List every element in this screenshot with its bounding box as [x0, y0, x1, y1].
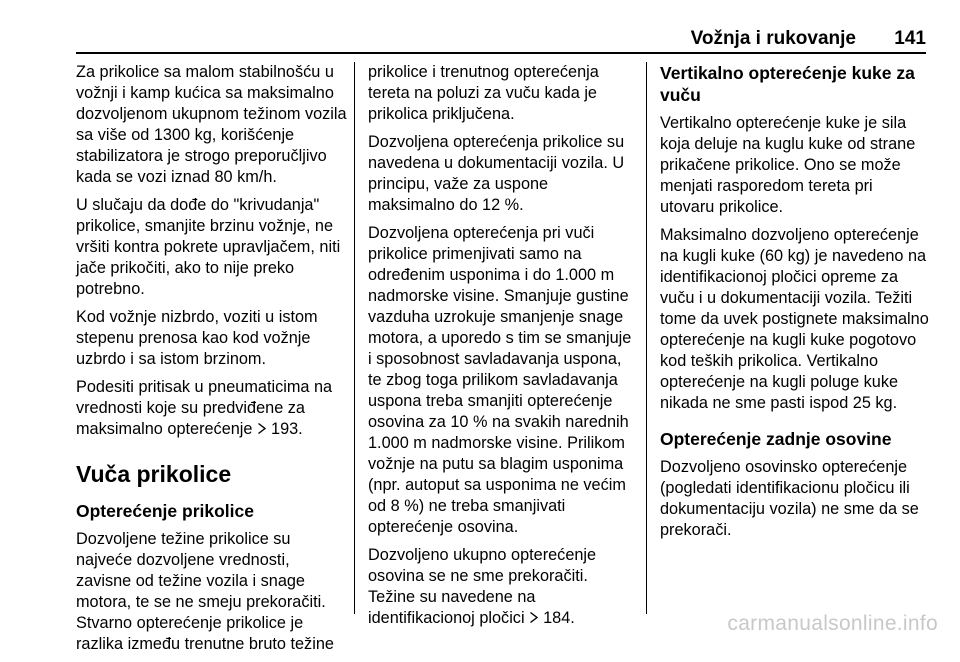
paragraph: prikolice i trenutnog opterećenja tereta na poluzi za vuču kada je prikolica priključena.: [368, 63, 599, 123]
page-reference-arrow-icon: [257, 419, 267, 440]
page-reference-link[interactable]: 193.: [271, 420, 303, 438]
paragraph: Vertikalno opterećenje kuke je sila koja deluje na kuglu kuke od strane prikačene prikolice. Ono se može menjati rasporedom tereta pri utovaru prikolice.: [660, 114, 916, 216]
column-right: [660, 62, 930, 548]
header-rule: [76, 52, 926, 54]
paragraph: U slučaju da dođe do "krivudanja" prikolice, smanjite brzinu vožnje, ne vršiti kontra pokrete upravljačem, niti jače prikočiti, ako to nije preko potrebno.: [76, 196, 341, 298]
subsection-title: Opterećenje zadnje osovine: [660, 429, 892, 449]
paragraph: Dozvoljena opterećenja pri vuči prikolice primenjivati samo na određenim usponima i do 1.000 m nadmorske visine. Smanjuje gustine vazduha uzrokuje smanjenje snage motora, a uporedo s tim se smanjuje i sposobnost savladavanja uspona, te zbog toga prilikom savladavanja uspona treba smanjiti opterećenje osovina za 10 % na svakih narednih 1.000 m nadmorske visine. Prilikom vožnje na putu sa blagim usponima (npr. autoput sa usponima ne većim od 8 %) ne treba smanjivati opterećenje osovina.: [368, 224, 632, 536]
paragraph: Dozvoljeno osovinsko opterećenje (pogledati identifikacionu pločicu ili dokumentaciju vozila) ne sme da se prekorači.: [660, 458, 919, 539]
paragraph-text: Podesiti pritisak u pneumaticima na vrednosti koje su predviđene za maksimalno opterećenje: [76, 378, 333, 438]
subsection-title: Vertikalno opterećenje kuke za vuču: [660, 63, 915, 105]
paragraph: Dozvoljena opterećenja prikolice su navedena u dokumentaciji vozila. U principu, važe za uspone maksimalno do 12 %.: [368, 133, 625, 214]
paragraph: Kod vožnje nizbrdo, voziti u istom stepenu prenosa kao kod vožnje uzbrdo i sa istom brzinom.: [76, 308, 318, 368]
page-header: [76, 22, 926, 52]
section-title: Vuča prikolice: [76, 461, 232, 487]
paragraph: [368, 545, 636, 629]
column-divider-right: [646, 62, 647, 614]
paragraph: [76, 377, 348, 440]
page-reference-link[interactable]: 184.: [543, 609, 575, 627]
paragraph: Za prikolice sa malom stabilnošću u vožnji i kamp kućica sa maksimalno dozvoljenom ukupnom težinom vozila sa više od 1300 kg, korišćenje stabilizatora je strogo preporučljivo kada se vozi iznad 80 km/h.: [76, 63, 347, 186]
page-number: 141: [894, 28, 926, 49]
header-title: Vožnja i rukovanje: [690, 28, 856, 49]
watermark: carmanualsonline.info: [727, 612, 938, 635]
column-middle: [368, 62, 636, 636]
paragraph: Dozvoljene težine prikolice su najveće dozvoljene vrednosti, zavisne od težine vozila i snage motora, te se ne smeju prekoračiti. Stvarno opterećenje prikolice je razlika između trenutne bruto težine: [76, 530, 334, 653]
column-divider-left: [354, 62, 355, 614]
paragraph-text: Dozvoljeno ukupno opterećenje osovina se ne sme prekoračiti. Težine su navedene na identifikacionoj pločici: [368, 546, 597, 627]
subsection-title: Opterećenje prikolice: [76, 501, 254, 521]
column-left: [76, 62, 348, 662]
page-reference-arrow-icon: [529, 608, 539, 629]
paragraph: Maksimalno dozvoljeno opterećenje na kugli kuke (60 kg) je navedeno na identifikacionoj pločici opreme za vuču i u dokumentaciji vozila. Težiti tome da uvek postignete maksimalno opterećenje na kugli kuke pogotovo kod teških prikolica. Vertikalno opterećenje na kugli poluge kuke nikada ne sme pasti ispod 25 kg.: [660, 226, 929, 412]
